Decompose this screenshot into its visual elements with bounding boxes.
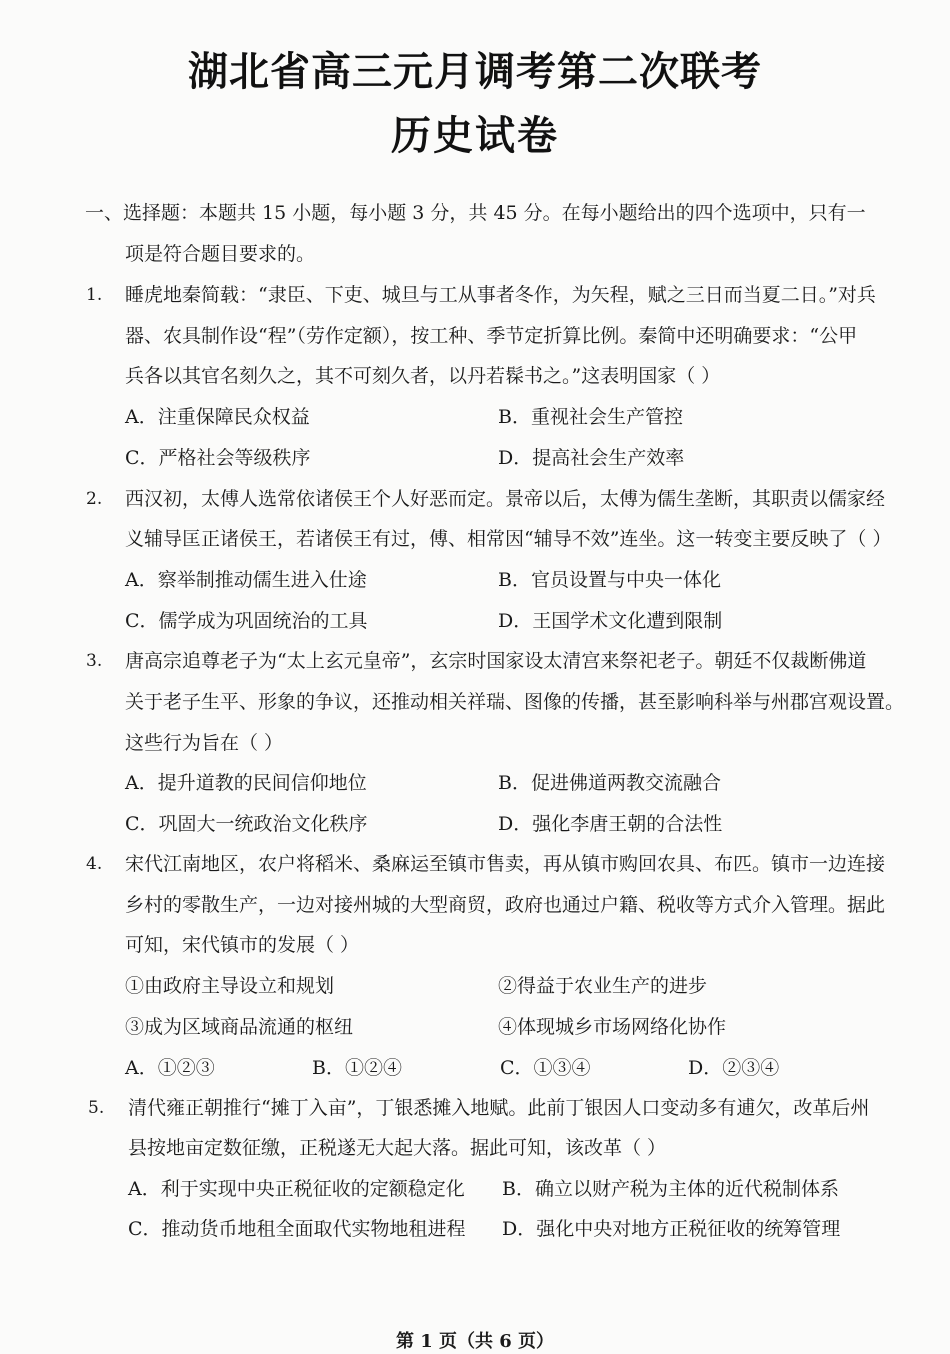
question-2-line2: 义辅导匡正诸侯王，若诸侯王有过，傅、相常因“辅导不效”连坐。这一转变主要反映了（ ） [125, 528, 892, 550]
question-3-line1: 唐高宗追尊老子为“太上玄元皇帝”，玄宗时国家设太清宫来祭祀老子。朝廷不仅裁断佛道 [125, 650, 867, 672]
question-2-line1: 西汉初，太傅人选常依诸侯王个人好恶而定。景帝以后，太傅为儒生垄断，其职责以儒家经 [125, 488, 886, 510]
question-2-option-d: D．王国学术文化遭到限制 [498, 610, 723, 632]
question-1-line3: 兵各以其官名刻久之，其不可刻久者，以丹若髹书之。”这表明国家（ ） [125, 365, 721, 387]
question-2-option-b: B．官员设置与中央一体化 [498, 569, 721, 591]
question-1-option-b: B．重视社会生产管控 [498, 406, 683, 428]
question-1-number: 1. [86, 285, 103, 305]
question-3-line2: 关于老子生平、形象的争议，还推动相关祥瑞、图像的传播，甚至影响科举与州郡宫观设置。 [125, 691, 905, 713]
question-4-line1: 宋代江南地区，农户将稻米、桑麻运至镇市售卖，再从镇市购回农具、布匹。镇市一边连接 [125, 853, 886, 875]
question-5-line2: 县按地亩定数征缴，正税遂无大起大落。据此可知，该改革（ ） [128, 1137, 667, 1159]
question-4-line3: 可知，宋代镇市的发展（ ） [125, 934, 360, 956]
question-1-option-a: A．注重保障民众权益 [125, 406, 310, 428]
question-4-line2: 乡村的零散生产，一边对接州城的大型商贸，政府也通过户籍、税收等方式介入管理。据此 [125, 894, 886, 916]
question-3-option-d: D．强化李唐王朝的合法性 [498, 813, 723, 835]
question-4-statement-4: ④体现城乡市场网络化协作 [498, 1016, 727, 1038]
question-4-option-d: D．②③④ [688, 1057, 780, 1079]
question-4-option-b: B．①②④ [312, 1057, 402, 1079]
question-2-option-c: C．儒学成为巩固统治的工具 [125, 610, 368, 632]
question-5-option-b: B．确立以财产税为主体的近代税制体系 [502, 1178, 839, 1200]
question-3-line3: 这些行为旨在（ ） [125, 732, 284, 754]
question-1-option-c: C．严格社会等级秩序 [125, 447, 311, 469]
question-4-option-c: C．①③④ [500, 1057, 591, 1079]
question-4-number: 4. [86, 854, 103, 874]
question-1-option-d: D．提高社会生产效率 [498, 447, 685, 469]
exam-subtitle: 历史试卷 [391, 113, 559, 159]
exam-title: 湖北省高三元月调考第二次联考 [188, 49, 762, 95]
question-5-option-a: A．利于实现中央正税征收的定额稳定化 [128, 1178, 465, 1200]
section-instructions-line1: 一、选择题：本题共 15 小题，每小题 3 分，共 45 分。在每小题给出的四个选项中，只有一 [85, 202, 866, 224]
question-5-number: 5. [88, 1098, 105, 1118]
question-3-option-a: A．提升道教的民间信仰地位 [125, 772, 367, 794]
question-4-statement-1: ①由政府主导设立和规划 [125, 975, 335, 997]
question-2-option-a: A．察举制推动儒生进入仕途 [125, 569, 367, 591]
question-3-option-b: B．促进佛道两教交流融合 [498, 772, 721, 794]
question-4-option-a: A．①②③ [125, 1057, 215, 1079]
question-5-option-c: C．推动货币地租全面取代实物地租进程 [128, 1218, 466, 1240]
question-1-line1: 睡虎地秦简载：“隶臣、下吏、城旦与工从事者冬作，为矢程，赋之三日而当夏二日。”对兵 [125, 284, 876, 306]
question-5-line1: 清代雍正朝推行“摊丁入亩”，丁银悉摊入地赋。此前丁银因人口变动多有逋欠，改革后州 [128, 1097, 870, 1119]
question-5-option-d: D．强化中央对地方正税征收的统筹管理 [502, 1218, 841, 1240]
question-4-statement-3: ③成为区域商品流通的枢纽 [125, 1016, 354, 1038]
question-1-line2: 器、农具制作设“程”（劳作定额），按工种、季节定折算比例。秦简中还明确要求：“公甲 [125, 325, 858, 347]
question-3-number: 3. [86, 651, 103, 671]
section-instructions-line2: 项是符合题目要求的。 [125, 243, 316, 265]
question-2-number: 2. [86, 489, 103, 509]
question-4-statement-2: ②得益于农业生产的进步 [498, 975, 708, 997]
question-3-option-c: C．巩固大一统政治文化秩序 [125, 813, 368, 835]
page-footer: 第 1 页（共 6 页） [395, 1331, 555, 1352]
